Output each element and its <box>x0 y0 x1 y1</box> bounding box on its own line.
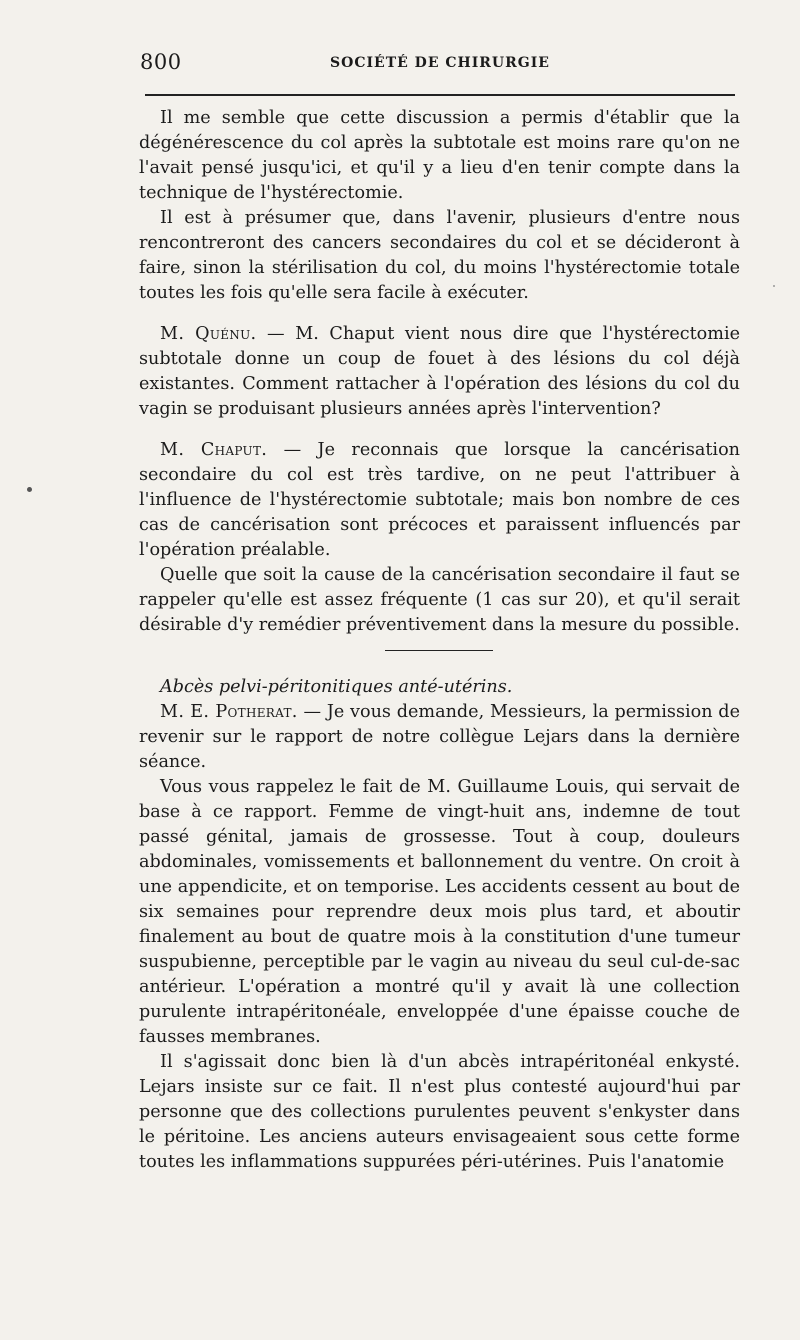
paragraph-queny: M. Quénu. — M. Chaput vient nous dire que l'hystérectomie subtotale donne un coup de fouet à des lésions du col déjà existantes. Comment rattacher à l'opération des lésions du col du vagin se produisant plusieurs années après l'intervention? <box>139 324 740 419</box>
speaker-name: M. Chaput. <box>160 440 268 460</box>
running-head: SOCIÉTÉ DE CHIRURGIE <box>330 55 550 71</box>
page-number: 800 <box>140 50 182 74</box>
paragraph: Quelle que soit la cause de la cancérisation secondaire il faut se rappeler qu'elle est assez fréquente (1 cas sur 20), et qu'il serait désirable d'y remédier préventivement dans la mesure du possible. <box>139 565 740 635</box>
paragraph: Vous vous rappelez le fait de M. Guillaume Louis, qui servait de base à ce rapport. Femme de vingt-huit ans, indemne de tout passé génital, jamais de grossesse. Tout à coup, douleurs abdominales, vomissements et ballonnement du ventre. On croit à une appendicite, et on temporise. Les accidents cessent au bout de six semaines pour reprendre deux mois plus tard, et aboutir finalement au bout de quatre mois à la constitution d'une tumeur suspubienne, perceptible par le vagin au niveau du seul cul-de-sac antérieur. L'opération a montré qu'il y avait là une collection purulente intrapéritonéale, enveloppée d'une épaisse couche de fausses membranes. <box>139 777 740 1047</box>
paragraph: Il me semble que cette discussion a permis d'établir que la dégénérescence du col après la subtotale est moins rare qu'on ne l'avait pensé jusqu'ici, et qu'il y a lieu d'en tenir compte dans la technique de l'hystérectomie. <box>139 108 740 203</box>
speaker-name: M. E. Potherat. <box>160 702 298 722</box>
paper-speck <box>27 487 32 492</box>
section-divider <box>385 650 493 651</box>
header-rule <box>145 94 735 96</box>
speaker-name: M. Quénu. <box>160 324 257 344</box>
paragraph-potherat: M. E. Potherat. — Je vous demande, Messieurs, la permission de revenir sur le rapport de notre collègue Lejars dans la dernière séance. <box>139 702 740 772</box>
page-header <box>140 50 740 80</box>
paragraph: Il s'agissait donc bien là d'un abcès intrapéritonéal enkysté. Lejars insiste sur ce fait. Il n'est plus contesté aujourd'hui par personne que des collections purulentes peuvent s'enkyster dans le péritoine. Les anciens auteurs envisageaient sous cette forme toutes les inflammations suppurées péri-utérines. Puis l'anatomie <box>139 1052 740 1172</box>
body-text <box>139 106 740 1175</box>
paragraph-chaput: M. Chaput. — Je reconnais que lorsque la cancérisation secondaire du col est très tardive, on ne peut l'attribuer à l'influence de l'hystérectomie subtotale; mais bon nombre de ces cas de cancérisation sont précoces et paraissent influencés par l'opération préalable. <box>139 440 740 560</box>
paper-speck <box>773 285 775 287</box>
section-title: Abcès pelvi-péritonitiques anté-utérins. <box>160 677 513 697</box>
paragraph: Il est à présumer que, dans l'avenir, plusieurs d'entre nous rencontreront des cancers secondaires du col et se décideront à faire, sinon la stérilisation du col, du moins l'hystérectomie totale toutes les fois qu'elle sera facile à exécuter. <box>139 208 740 303</box>
